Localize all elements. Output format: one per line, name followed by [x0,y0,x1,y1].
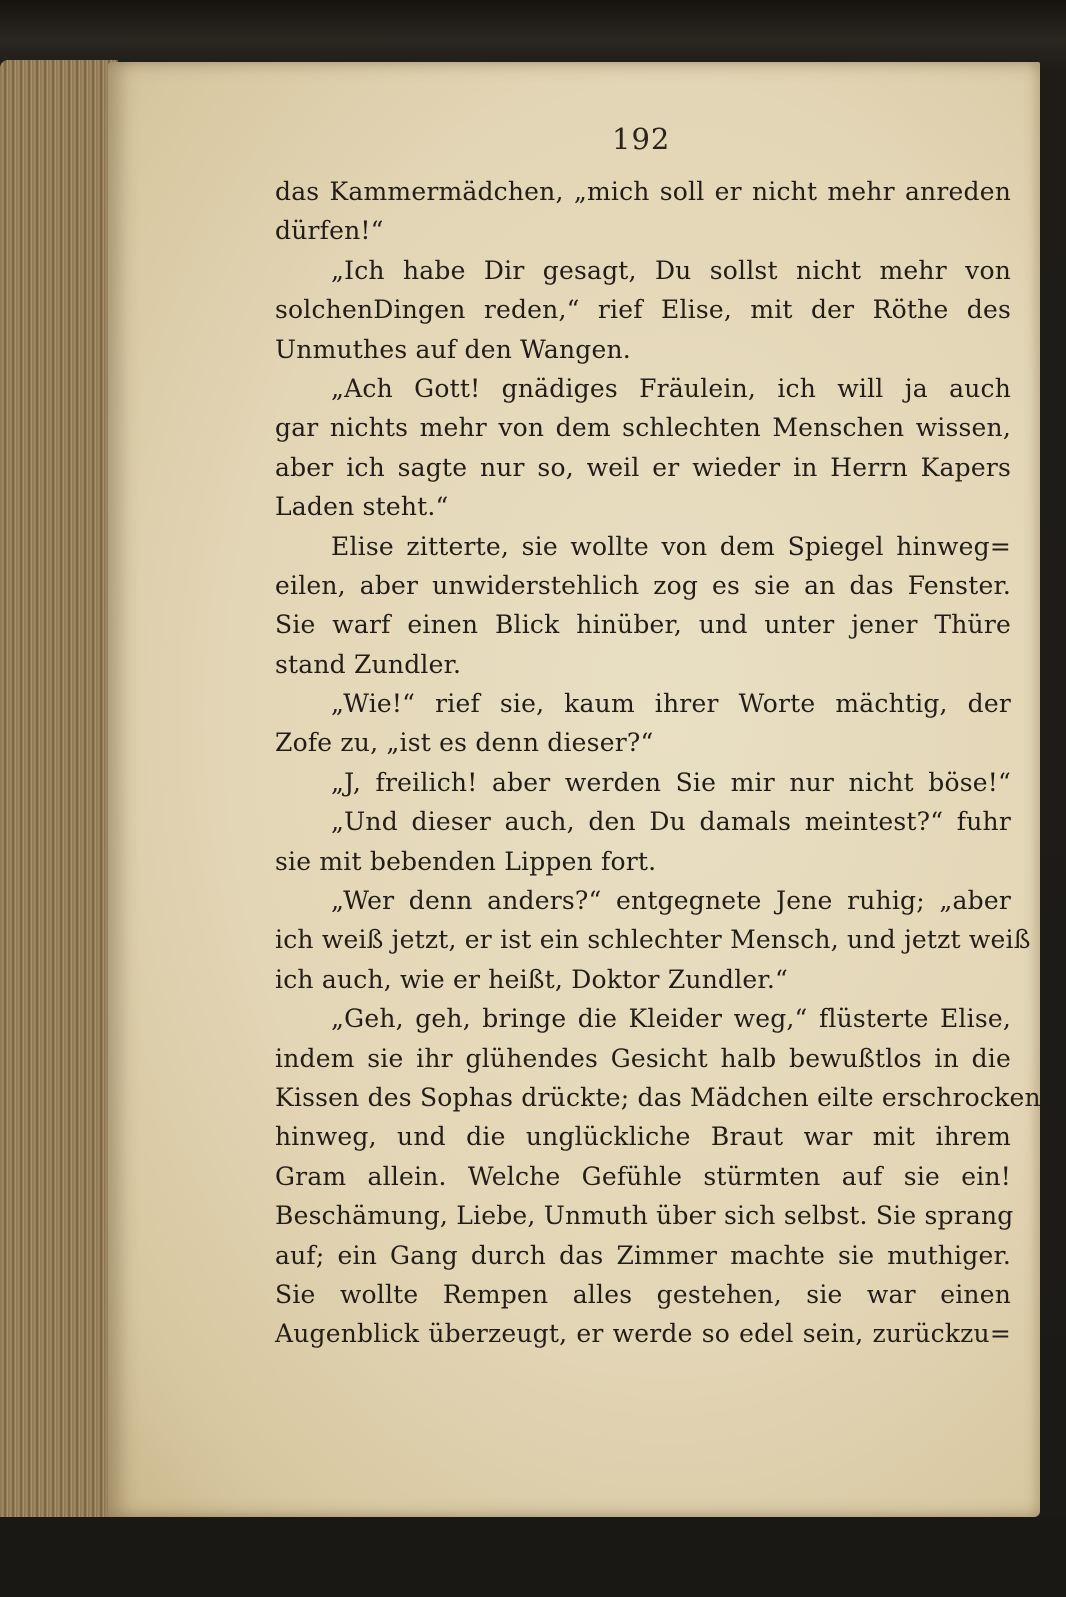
text-line: Sie warf einen Blick hinüber, und unter jener Thüre [275,610,1011,640]
text-line: „Wie!“ rief sie, kaum ihrer Worte mächtig, der [331,689,1011,719]
scan-background [0,1517,1066,1597]
text-line: eilen, aber unwiderstehlich zog es sie an das Fenster. [275,570,1011,600]
text-line: stand Zundler. [275,649,462,679]
text-line: indem sie ihr glühendes Gesicht halb bewußtlos in die [275,1043,1011,1073]
text-line: Sie wollte Rempen alles gestehen, sie war einen [275,1279,1011,1309]
text-line: auf; ein Gang durch das Zimmer machte sie muthiger. [275,1240,1011,1270]
page-edges [0,60,118,1550]
text-line: „Und dieser auch, den Du damals meintest?“ fuhr [331,807,1011,837]
text-line: hinweg, und die unglückliche Braut war mit ihrem [275,1122,1011,1152]
text-line: aber ich sagte nur so, weil er wieder in Herrn Kapers [275,452,1011,482]
text-line: Elise zitterte, sie wollte von dem Spiegel hinweg= [331,531,1011,561]
text-line: das Kammermädchen, „mich soll er nicht mehr anreden [275,177,1011,206]
text-line: Unmuthes auf den Wangen. [275,334,631,364]
text-line: „J, freilich! aber werden Sie mir nur nicht böse!“ [331,767,1011,797]
text-line: „Ich habe Dir gesagt, Du sollst nicht mehr von [331,255,1011,285]
text-line: Zofe zu, „ist es denn dieser?“ [275,728,654,758]
text-line: „Ach Gott! gnädiges Fräulein, ich will ja auch [331,373,1011,403]
page-number: 192 [612,122,671,156]
text-line: ich auch, wie er heißt, Doktor Zundler.“ [275,964,788,994]
text-line: ich weiß jetzt, er ist ein schlechter Mensch, und jetzt weiß [275,925,1031,955]
text-line: „Geh, geh, bringe die Kleider weg,“ flüsterte Elise, [331,1004,1011,1034]
text-line: solchenDingen reden,“ rief Elise, mit der Röthe des [275,295,1011,325]
text-line: Kissen des Sophas drückte; das Mädchen eilte erschrocken [275,1082,1041,1112]
text-line: Gram allein. Welche Gefühle stürmten auf sie ein! [275,1161,1011,1191]
text-line: „Wer denn anders?“ entgegnete Jene ruhig; „aber [331,886,1011,916]
body-text [275,172,1041,1354]
text-line: sie mit bebenden Lippen fort. [275,846,657,876]
text-line: Augenblick überzeugt, er werde so edel sein, zurückzu= [275,1319,1011,1349]
text-line: Beschämung, Liebe, Unmuth über sich selbst. Sie sprang [275,1201,1014,1231]
text-line: Laden steht.“ [275,492,449,522]
text-line: dürfen!“ [275,216,384,246]
text-line: gar nichts mehr von dem schlechten Menschen wissen, [275,413,1011,443]
